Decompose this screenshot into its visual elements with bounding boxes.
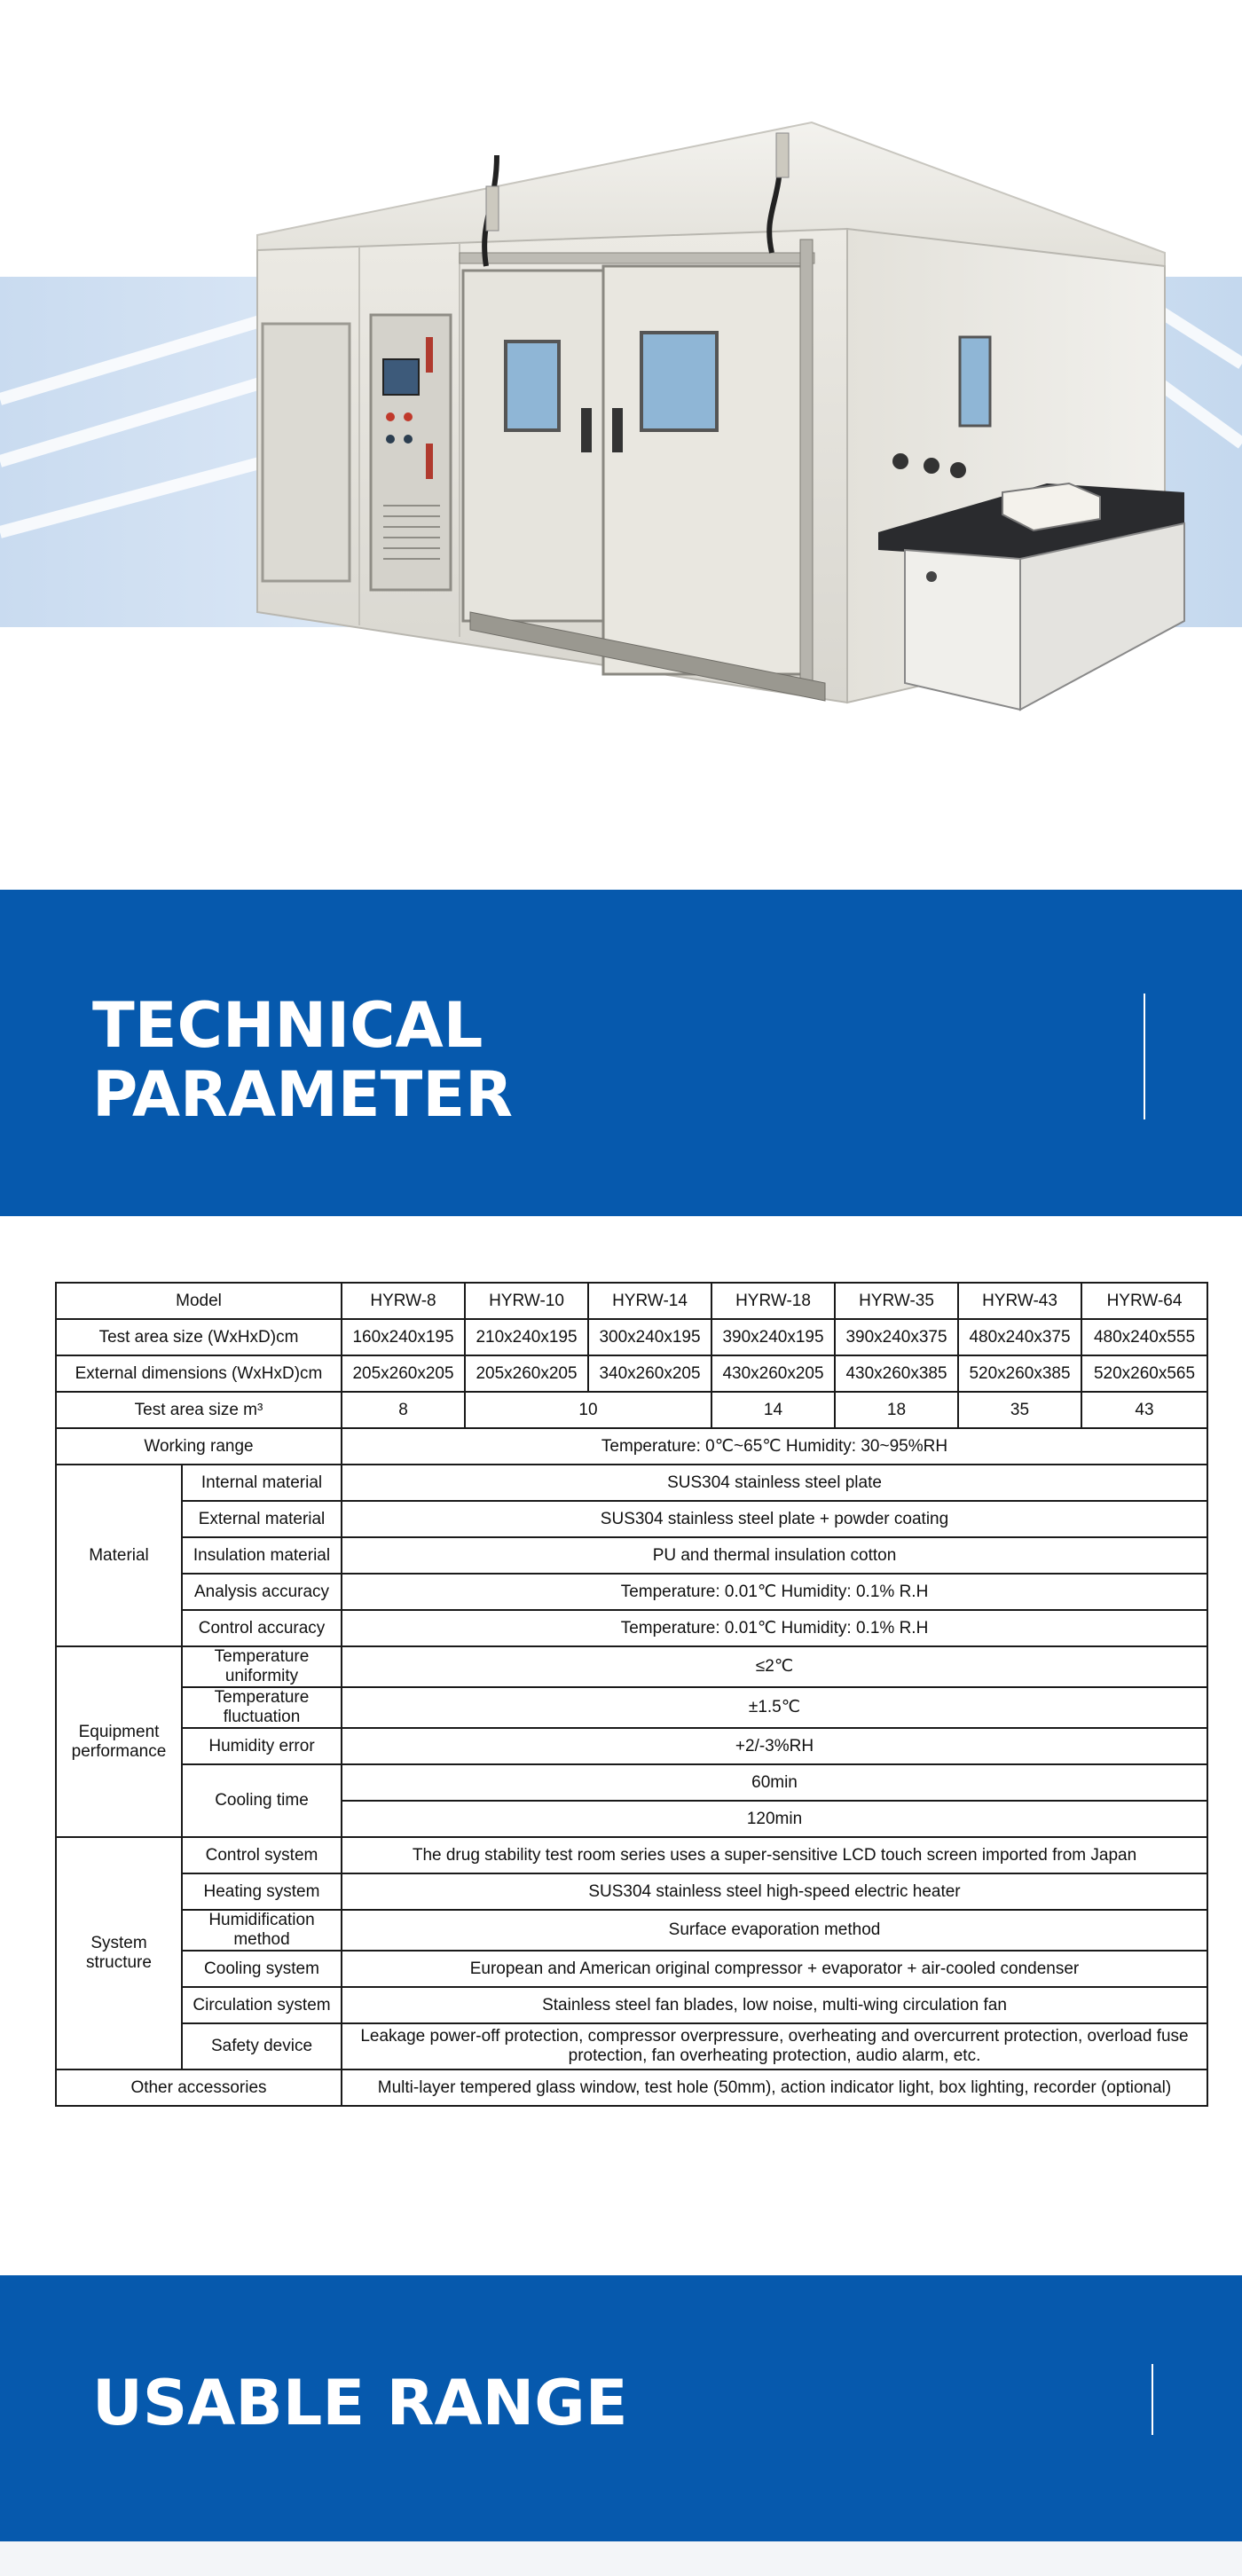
value-cell: 300x240x195 <box>588 1319 711 1355</box>
row-label-model: Model <box>56 1283 342 1319</box>
row-label-working-range: Working range <box>56 1428 342 1465</box>
table-row <box>56 1728 1207 1764</box>
row-label: Safety device <box>182 2023 342 2069</box>
table-row <box>56 1355 1207 1392</box>
value-cell: 43 <box>1081 1392 1207 1428</box>
value-cell: 340x260x205 <box>588 1355 711 1392</box>
walk-in-chamber-illustration <box>0 0 1242 890</box>
value-cell: Surface evaporation method <box>342 1910 1207 1951</box>
title-line-2: PARAMETER <box>92 1058 514 1131</box>
row-label: Analysis accuracy <box>182 1574 342 1610</box>
title-line-1: TECHNICAL <box>92 989 483 1062</box>
row-label: Control accuracy <box>182 1610 342 1646</box>
table-row <box>56 1392 1207 1428</box>
usable-range-banner <box>0 2275 1242 2541</box>
row-label-cooling-time: Cooling time <box>182 1764 342 1837</box>
right-main-door <box>603 266 806 674</box>
value-cell: Multi-layer tempered glass window, test hole (50mm), action indicator light, box lighting, recorder (optional) <box>342 2069 1207 2106</box>
table-row <box>56 1501 1207 1537</box>
decorative-divider <box>1144 993 1145 1119</box>
table-row <box>56 1537 1207 1574</box>
table-row <box>56 1283 1207 1319</box>
decorative-divider <box>1152 2364 1153 2435</box>
value-cell: 205x260x205 <box>465 1355 588 1392</box>
door-handle-left <box>581 408 592 452</box>
value-cell: 520x260x565 <box>1081 1355 1207 1392</box>
touch-screen <box>383 359 419 395</box>
table-row <box>56 1465 1207 1501</box>
value-cell: Temperature: 0.01℃ Humidity: 0.1% R.H <box>342 1574 1207 1610</box>
value-cell: 430x260x385 <box>835 1355 958 1392</box>
side-window <box>960 337 990 426</box>
workbench-cabinet <box>905 550 1020 710</box>
table-row <box>56 1687 1207 1728</box>
row-label: Internal material <box>182 1465 342 1501</box>
value-cell: 390x240x375 <box>835 1319 958 1355</box>
table-row <box>56 1987 1207 2023</box>
section-title-technical-parameter <box>92 991 589 1129</box>
row-label-external-dimensions: External dimensions (WxHxD)cm <box>56 1355 342 1392</box>
model-cell: HYRW-43 <box>958 1283 1081 1319</box>
value-cell: 10 <box>465 1392 711 1428</box>
model-cell: HYRW-14 <box>588 1283 711 1319</box>
table-row <box>56 1873 1207 1910</box>
value-cell: SUS304 stainless steel plate + powder coating <box>342 1501 1207 1537</box>
row-label: Control system <box>182 1837 342 1873</box>
page-bottom-strip <box>0 2541 1242 2576</box>
value-cell: 520x260x385 <box>958 1355 1081 1392</box>
value-cell: 390x240x195 <box>711 1319 835 1355</box>
table-row <box>56 1910 1207 1951</box>
row-label: Cooling system <box>182 1951 342 1987</box>
spec-table-wrapper <box>55 1282 1207 2107</box>
row-label-test-area-size: Test area size (WxHxD)cm <box>56 1319 342 1355</box>
row-label: Temperature uniformity <box>182 1646 342 1687</box>
technical-parameter-banner <box>0 890 1242 1216</box>
door-window-right <box>641 333 717 430</box>
value-cell: 160x240x195 <box>342 1319 465 1355</box>
value-cell: 210x240x195 <box>465 1319 588 1355</box>
row-label: Heating system <box>182 1873 342 1910</box>
table-row <box>56 1428 1207 1465</box>
model-cell: HYRW-18 <box>711 1283 835 1319</box>
value-cell: ±1.5℃ <box>342 1687 1207 1728</box>
value-cell: Leakage power-off protection, compressor overpressure, overheating and overcurrent protection, overload fuse protection, fan overheating protection, audio alarm, etc. <box>342 2023 1207 2069</box>
row-label: Temperature fluctuation <box>182 1687 342 1728</box>
row-label: Humidity error <box>182 1728 342 1764</box>
model-cell: HYRW-10 <box>465 1283 588 1319</box>
table-row <box>56 1646 1207 1687</box>
value-cell: 205x260x205 <box>342 1355 465 1392</box>
door-rail <box>460 253 814 263</box>
value-cell: 60min <box>342 1764 1207 1801</box>
value-cell: Stainless steel fan blades, low noise, multi-wing circulation fan <box>342 1987 1207 2023</box>
value-cell: 430x260x205 <box>711 1355 835 1392</box>
door-handle-right <box>612 408 623 452</box>
table-row <box>56 2023 1207 2069</box>
table-row <box>56 1610 1207 1646</box>
value-cell: European and American original compressor + evaporator + air-cooled condenser <box>342 1951 1207 1987</box>
row-label-test-area-volume: Test area size m³ <box>56 1392 342 1428</box>
table-row <box>56 1574 1207 1610</box>
value-cell: 35 <box>958 1392 1081 1428</box>
model-cell: HYRW-64 <box>1081 1283 1207 1319</box>
model-cell: HYRW-8 <box>342 1283 465 1319</box>
section-title-usable-range: USABLE RANGE <box>92 2367 628 2439</box>
value-cell: SUS304 stainless steel plate <box>342 1465 1207 1501</box>
value-cell: 480x240x375 <box>958 1319 1081 1355</box>
technical-parameter-table <box>55 1282 1208 2107</box>
row-label: External material <box>182 1501 342 1537</box>
row-label-other-accessories: Other accessories <box>56 2069 342 2106</box>
group-label-equipment-performance: Equipment performance <box>56 1646 182 1837</box>
value-cell: Temperature: 0℃~65℃ Humidity: 30~95%RH <box>342 1428 1207 1465</box>
value-cell: +2/-3%RH <box>342 1728 1207 1764</box>
table-row <box>56 1837 1207 1873</box>
value-cell: 8 <box>342 1392 465 1428</box>
row-label: Insulation material <box>182 1537 342 1574</box>
value-cell: 18 <box>835 1392 958 1428</box>
group-label-system-structure: System structure <box>56 1837 182 2069</box>
model-cell: HYRW-35 <box>835 1283 958 1319</box>
value-cell: 480x240x555 <box>1081 1319 1207 1355</box>
table-row <box>56 1951 1207 1987</box>
product-image <box>0 0 1242 890</box>
value-cell: ≤2℃ <box>342 1646 1207 1687</box>
door-window-left <box>506 342 559 430</box>
group-label-material: Material <box>56 1465 182 1646</box>
value-cell: The drug stability test room series uses a super-sensitive LCD touch screen imported from Japan <box>342 1837 1207 1873</box>
value-cell: 14 <box>711 1392 835 1428</box>
value-cell: PU and thermal insulation cotton <box>342 1537 1207 1574</box>
row-label: Circulation system <box>182 1987 342 2023</box>
table-row <box>56 2069 1207 2106</box>
row-label: Humidification method <box>182 1910 342 1951</box>
value-cell: Temperature: 0.01℃ Humidity: 0.1% R.H <box>342 1610 1207 1646</box>
value-cell: 120min <box>342 1801 1207 1837</box>
table-row <box>56 1319 1207 1355</box>
table-row <box>56 1764 1207 1801</box>
side-door <box>263 324 350 581</box>
value-cell: SUS304 stainless steel high-speed electric heater <box>342 1873 1207 1910</box>
